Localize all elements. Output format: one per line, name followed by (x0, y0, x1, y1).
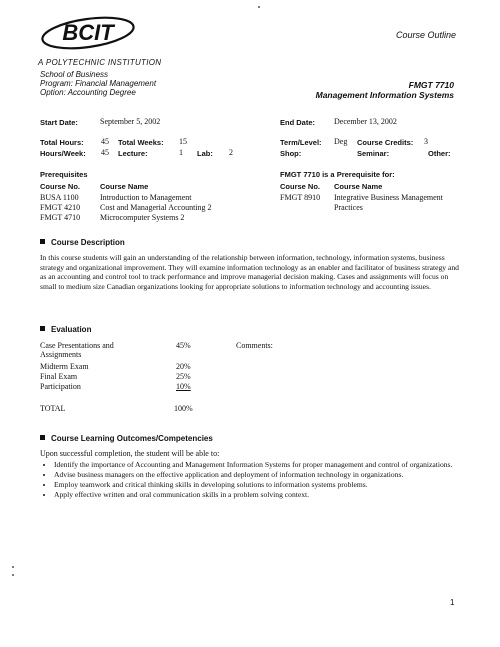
course-title-block (316, 80, 454, 100)
prereq-name: Microcomputer Systems 2 (100, 213, 185, 222)
school-name: School of Business (40, 70, 109, 79)
eval-pct: 10% (176, 382, 191, 391)
seminar-label: Seminar: (357, 149, 390, 158)
other-label: Other: (428, 149, 451, 158)
scan-speck (12, 566, 14, 568)
logo-wordmark: BCIT (62, 20, 114, 45)
eval-pct: 45% (176, 341, 191, 350)
hours-week-label: Hours/Week: (40, 149, 86, 158)
eval-item: Participation (40, 382, 81, 391)
course-description-heading (40, 238, 125, 247)
end-date-label: End Date: (280, 118, 316, 127)
outcome-item: • Identify the importance of Accounting and Management Information Systems for proper management and control of organizations. (54, 460, 474, 469)
outcome-item: • Apply effective written and oral communication skills in a problem solving context. (54, 490, 474, 499)
institution-tagline: A POLYTECHNIC INSTITUTION (38, 58, 162, 67)
term-level: Deg (334, 137, 348, 146)
outcomes-title: Course Learning Outcomes/Competencies (51, 434, 213, 443)
hours-week: 45 (101, 148, 109, 157)
prereq-for-col-name: Course Name (334, 182, 383, 191)
prereq-name: Introduction to Management (100, 193, 192, 202)
prereq-name: Cost and Managerial Accounting 2 (100, 203, 212, 212)
lecture-hours: 1 (179, 148, 183, 157)
eval-item: Final Exam (40, 372, 78, 381)
outcome-item: • Advise business managers on the effective application and deployment of information technology in organizations. (54, 470, 474, 479)
eval-item: Midterm Exam (40, 362, 89, 371)
scan-speck (12, 574, 14, 576)
prereq-for-name: Integrative Business Management (334, 193, 443, 202)
eval-total: 100% (174, 404, 193, 413)
eval-item: Case Presentations and (40, 341, 114, 350)
shop-label: Shop: (280, 149, 302, 158)
prereq-col-name: Course Name (100, 182, 149, 191)
course-credits-label: Course Credits: (357, 138, 414, 147)
outcomes-heading (40, 434, 213, 443)
evaluation-heading (40, 325, 91, 334)
scan-speck (258, 6, 260, 8)
term-level-label: Term/Level: (280, 138, 322, 147)
prerequisites-title: Prerequisites (40, 170, 88, 179)
start-date: September 5, 2002 (100, 117, 161, 126)
page-number: 1 (450, 598, 455, 607)
eval-pct: 25% (176, 372, 191, 381)
section-bullet-icon (40, 239, 45, 244)
prereq-no: BUSA 1100 (40, 193, 79, 202)
bcit-logo (38, 12, 138, 52)
start-date-label: Start Date: (40, 118, 78, 127)
course-outline-label: Course Outline (395, 30, 456, 40)
outcomes-list (40, 460, 474, 500)
eval-comments-label: Comments: (236, 341, 273, 350)
course-credits: 3 (424, 137, 428, 146)
prereq-for-title: FMGT 7710 is a Prerequisite for: (280, 170, 395, 179)
total-hours: 45 (101, 137, 109, 146)
total-weeks-label: Total Weeks: (118, 138, 164, 147)
lab-hours: 2 (229, 148, 233, 157)
prereq-for-col-no: Course No. (280, 182, 321, 191)
eval-pct: 20% (176, 362, 191, 371)
lab-label: Lab: (197, 149, 213, 158)
course-title: Management Information Systems (315, 90, 454, 100)
prereq-no: FMGT 4210 (40, 203, 81, 212)
course-description-text: In this course students will gain an understanding of the relationship between information, technology, information systems, business strategy and organizational improvement. They will examine information technology as an enabler and facilitator of business strategy and as an accounting and control tool to track performance and improve managerial decision making. Cases and assignments will focus on small to medium size Canadian organizations looking for appropriate solutions to information technology and accounting issues. (40, 253, 459, 291)
end-date: December 13, 2002 (334, 117, 397, 126)
program-block (40, 70, 156, 97)
section-bullet-icon (40, 326, 45, 331)
prereq-no: FMGT 4710 (40, 213, 81, 222)
total-hours-label: Total Hours: (40, 138, 84, 147)
total-weeks: 15 (179, 137, 187, 146)
lecture-label: Lecture: (118, 149, 148, 158)
section-bullet-icon (40, 435, 45, 440)
eval-total-label: TOTAL (40, 404, 66, 413)
outcome-item: • Employ teamwork and critical thinking skills in developing solutions to information systems problems. (54, 480, 474, 489)
outcomes-intro: Upon successful completion, the student will be able to: (40, 449, 220, 458)
course-code: FMGT 7710 (408, 80, 454, 90)
course-description-title: Course Description (51, 238, 125, 247)
prereq-for-no: FMGT 8910 (280, 193, 321, 202)
prereq-for-name-cont: Practices (334, 203, 363, 212)
eval-item-cont: Assignments (40, 350, 82, 359)
prereq-col-no: Course No. (40, 182, 81, 191)
option-name: Option: Accounting Degree (40, 88, 136, 97)
program-name: Program: Financial Management (40, 79, 157, 88)
evaluation-title: Evaluation (51, 325, 92, 334)
